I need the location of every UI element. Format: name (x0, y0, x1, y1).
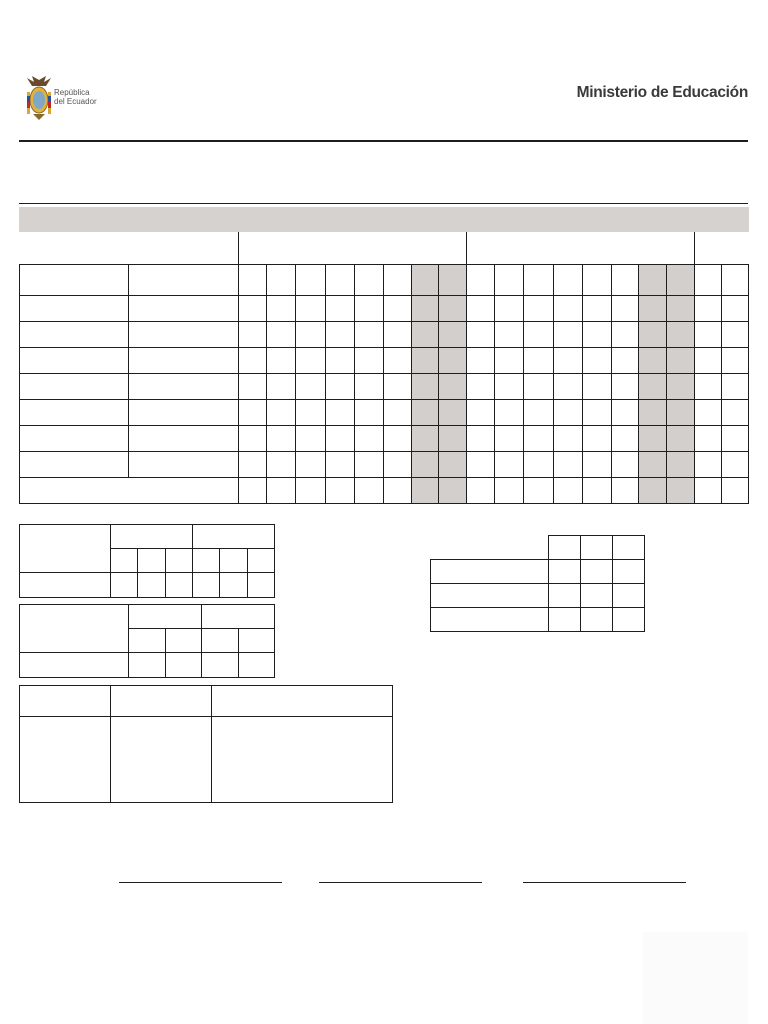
table-row (20, 321, 749, 347)
grades-table (19, 232, 749, 504)
table-row (431, 560, 645, 584)
header-divider (19, 140, 748, 142)
logo-text: República del Ecuador (54, 88, 97, 106)
table-row (20, 264, 749, 295)
table-row (20, 373, 749, 399)
signature-line (119, 882, 282, 883)
table-row (20, 451, 749, 477)
table-row (20, 425, 749, 451)
observations-table (19, 685, 393, 803)
summary-table-2 (19, 604, 275, 678)
summary-table-1 (19, 524, 275, 598)
table-row (20, 573, 275, 598)
table-row (20, 653, 275, 678)
coat-of-arms-graphic (24, 70, 54, 130)
table-row (20, 717, 393, 803)
page-corner (643, 932, 748, 1024)
table-header-row (20, 232, 749, 264)
table-row (431, 584, 645, 608)
section-header-band (19, 207, 749, 232)
ecuador-coat-of-arms-icon (24, 70, 96, 130)
ministry-name: Ministerio de Educación (576, 84, 748, 101)
right-summary-table (430, 535, 645, 632)
table-row (20, 295, 749, 321)
table-row (20, 399, 749, 425)
table-total-row (20, 477, 749, 503)
section-divider (19, 203, 748, 204)
table-row (431, 608, 645, 632)
signature-line (319, 882, 482, 883)
table-row (20, 347, 749, 373)
signature-line (523, 882, 686, 883)
